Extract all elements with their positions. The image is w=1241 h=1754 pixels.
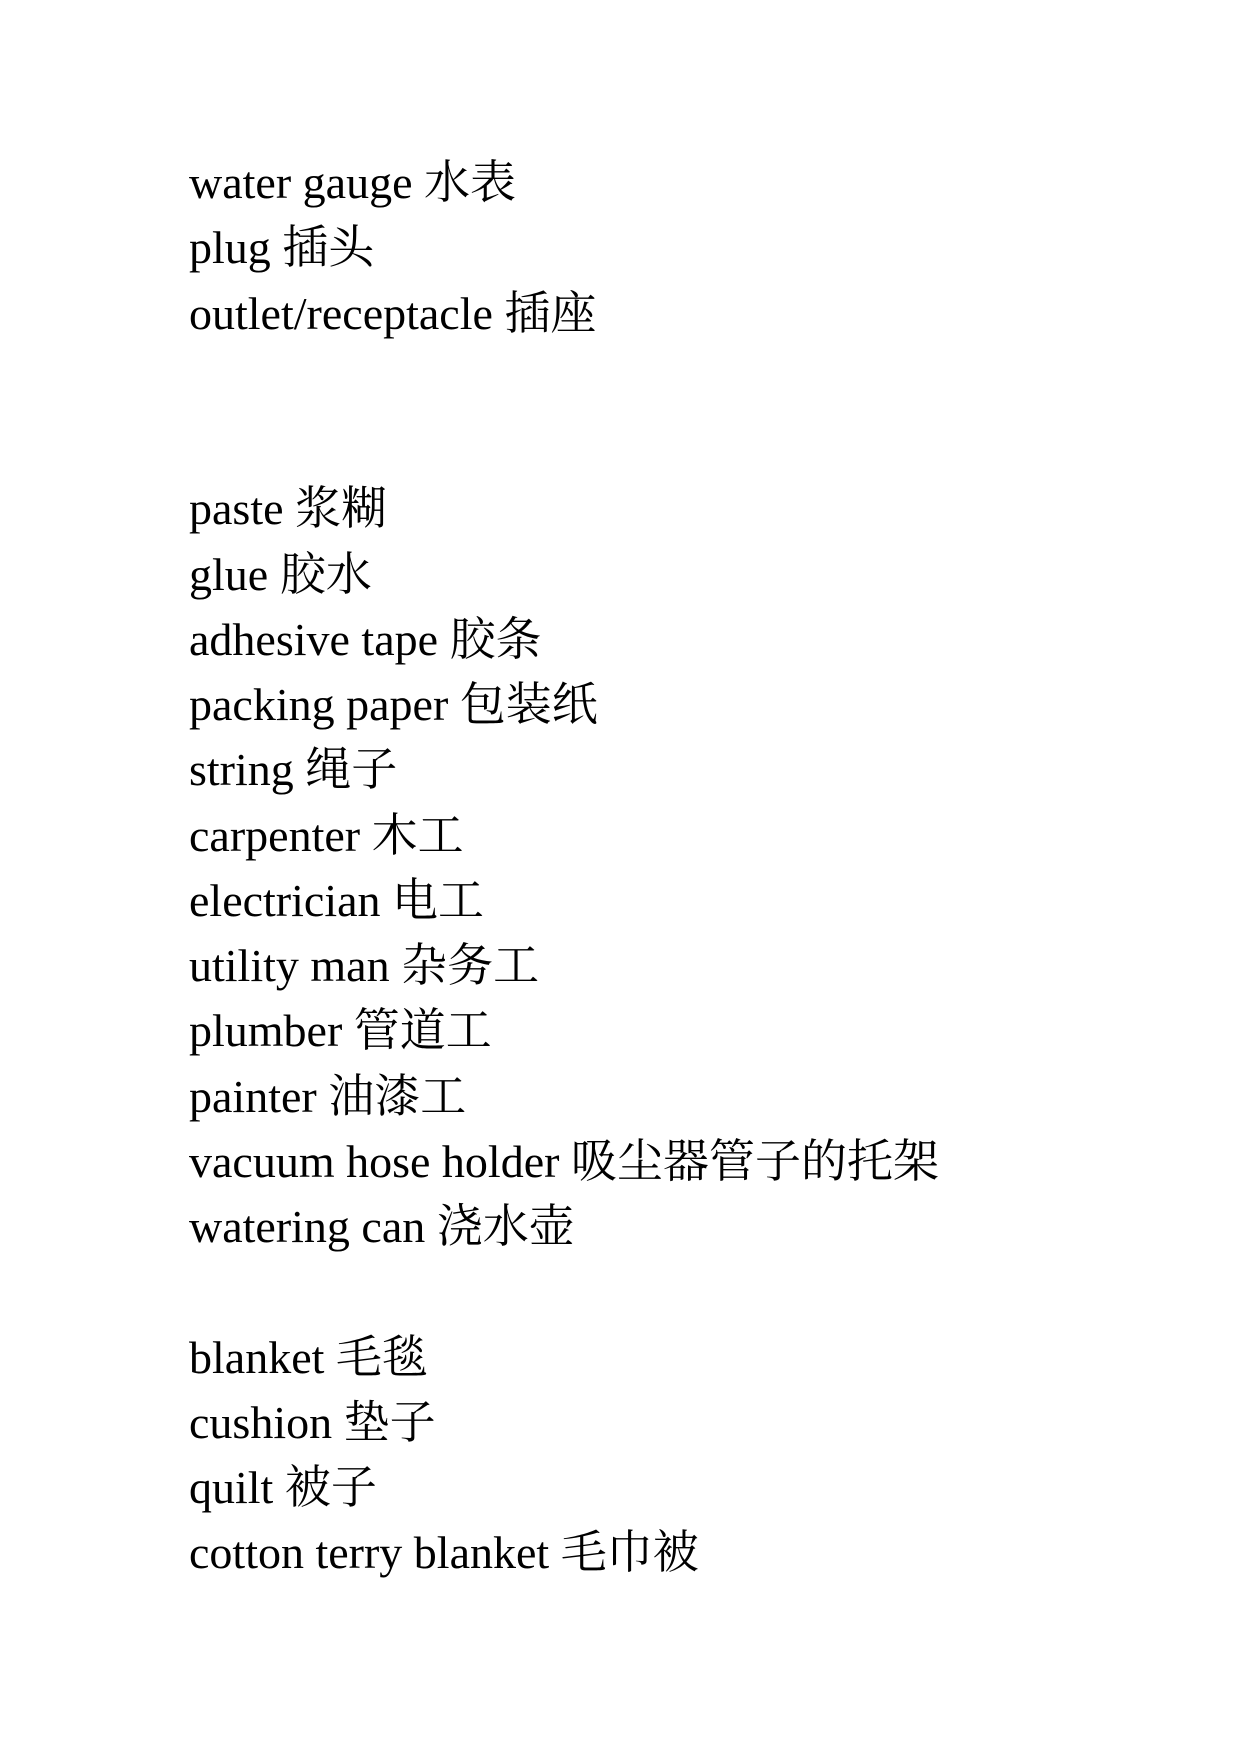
english-term: vacuum hose holder bbox=[189, 1135, 560, 1187]
vocab-entry bbox=[189, 1129, 1189, 1194]
english-term: carpenter bbox=[189, 809, 361, 861]
vocab-group-supplies-and-trades bbox=[189, 476, 1189, 1259]
vocab-entry bbox=[189, 150, 1189, 215]
chinese-term: 杂务工 bbox=[401, 940, 540, 991]
vocab-entry bbox=[189, 607, 1189, 672]
vocab-entry bbox=[189, 476, 1189, 541]
chinese-term: 浇水壶 bbox=[436, 1201, 575, 1252]
chinese-term: 毛巾被 bbox=[560, 1527, 699, 1579]
english-term: blanket bbox=[189, 1331, 325, 1383]
english-term: outlet/receptacle bbox=[189, 287, 493, 339]
chinese-term: 胶条 bbox=[449, 613, 542, 665]
english-term: paste bbox=[189, 483, 284, 535]
chinese-term: 管道工 bbox=[353, 1005, 492, 1057]
english-term: cushion bbox=[189, 1396, 333, 1448]
english-term: electrician bbox=[189, 874, 381, 926]
chinese-term: 插头 bbox=[282, 222, 375, 274]
chinese-term: 绳子 bbox=[305, 744, 398, 796]
english-term: string bbox=[189, 744, 294, 796]
vocab-entry bbox=[189, 803, 1189, 868]
chinese-term: 毛毯 bbox=[335, 1331, 428, 1383]
vocabulary-list bbox=[189, 150, 1189, 1586]
vocab-entry bbox=[189, 672, 1189, 737]
english-term: adhesive tape bbox=[189, 613, 439, 665]
english-term: utility man bbox=[189, 940, 390, 991]
vocab-entry bbox=[189, 998, 1189, 1063]
vocab-entry bbox=[189, 1064, 1189, 1129]
english-term: packing paper bbox=[189, 679, 449, 730]
english-term: cotton terry blanket bbox=[189, 1527, 550, 1579]
chinese-term: 被子 bbox=[284, 1462, 377, 1513]
english-term: watering can bbox=[189, 1201, 426, 1252]
vocab-entry bbox=[189, 281, 1189, 346]
chinese-term: 电工 bbox=[392, 874, 485, 926]
chinese-term: 吸尘器管子的托架 bbox=[570, 1135, 939, 1187]
vocab-entry bbox=[189, 933, 1189, 998]
english-term: painter bbox=[189, 1070, 317, 1122]
english-term: water gauge bbox=[189, 157, 413, 208]
english-term: glue bbox=[189, 548, 269, 600]
vocab-entry bbox=[189, 868, 1189, 933]
chinese-term: 垫子 bbox=[343, 1396, 436, 1448]
english-term: plumber bbox=[189, 1005, 343, 1057]
vocab-entry bbox=[189, 1325, 1189, 1390]
chinese-term: 包装纸 bbox=[459, 679, 598, 730]
chinese-term: 浆糊 bbox=[295, 483, 388, 535]
vocab-entry bbox=[189, 215, 1189, 280]
vocab-entry bbox=[189, 1194, 1189, 1259]
vocab-entry bbox=[189, 1390, 1189, 1455]
chinese-term: 木工 bbox=[371, 809, 464, 861]
chinese-term: 油漆工 bbox=[328, 1070, 467, 1122]
vocab-entry bbox=[189, 542, 1189, 607]
english-term: plug bbox=[189, 222, 271, 274]
vocab-entry bbox=[189, 1520, 1189, 1585]
chinese-term: 水表 bbox=[424, 157, 516, 208]
vocab-group-bedding bbox=[189, 1325, 1189, 1586]
english-term: quilt bbox=[189, 1462, 274, 1513]
vocab-group-utilities bbox=[189, 150, 1189, 346]
chinese-term: 胶水 bbox=[279, 548, 372, 600]
vocab-entry bbox=[189, 737, 1189, 802]
chinese-term: 插座 bbox=[504, 287, 597, 339]
vocab-entry bbox=[189, 1455, 1189, 1520]
